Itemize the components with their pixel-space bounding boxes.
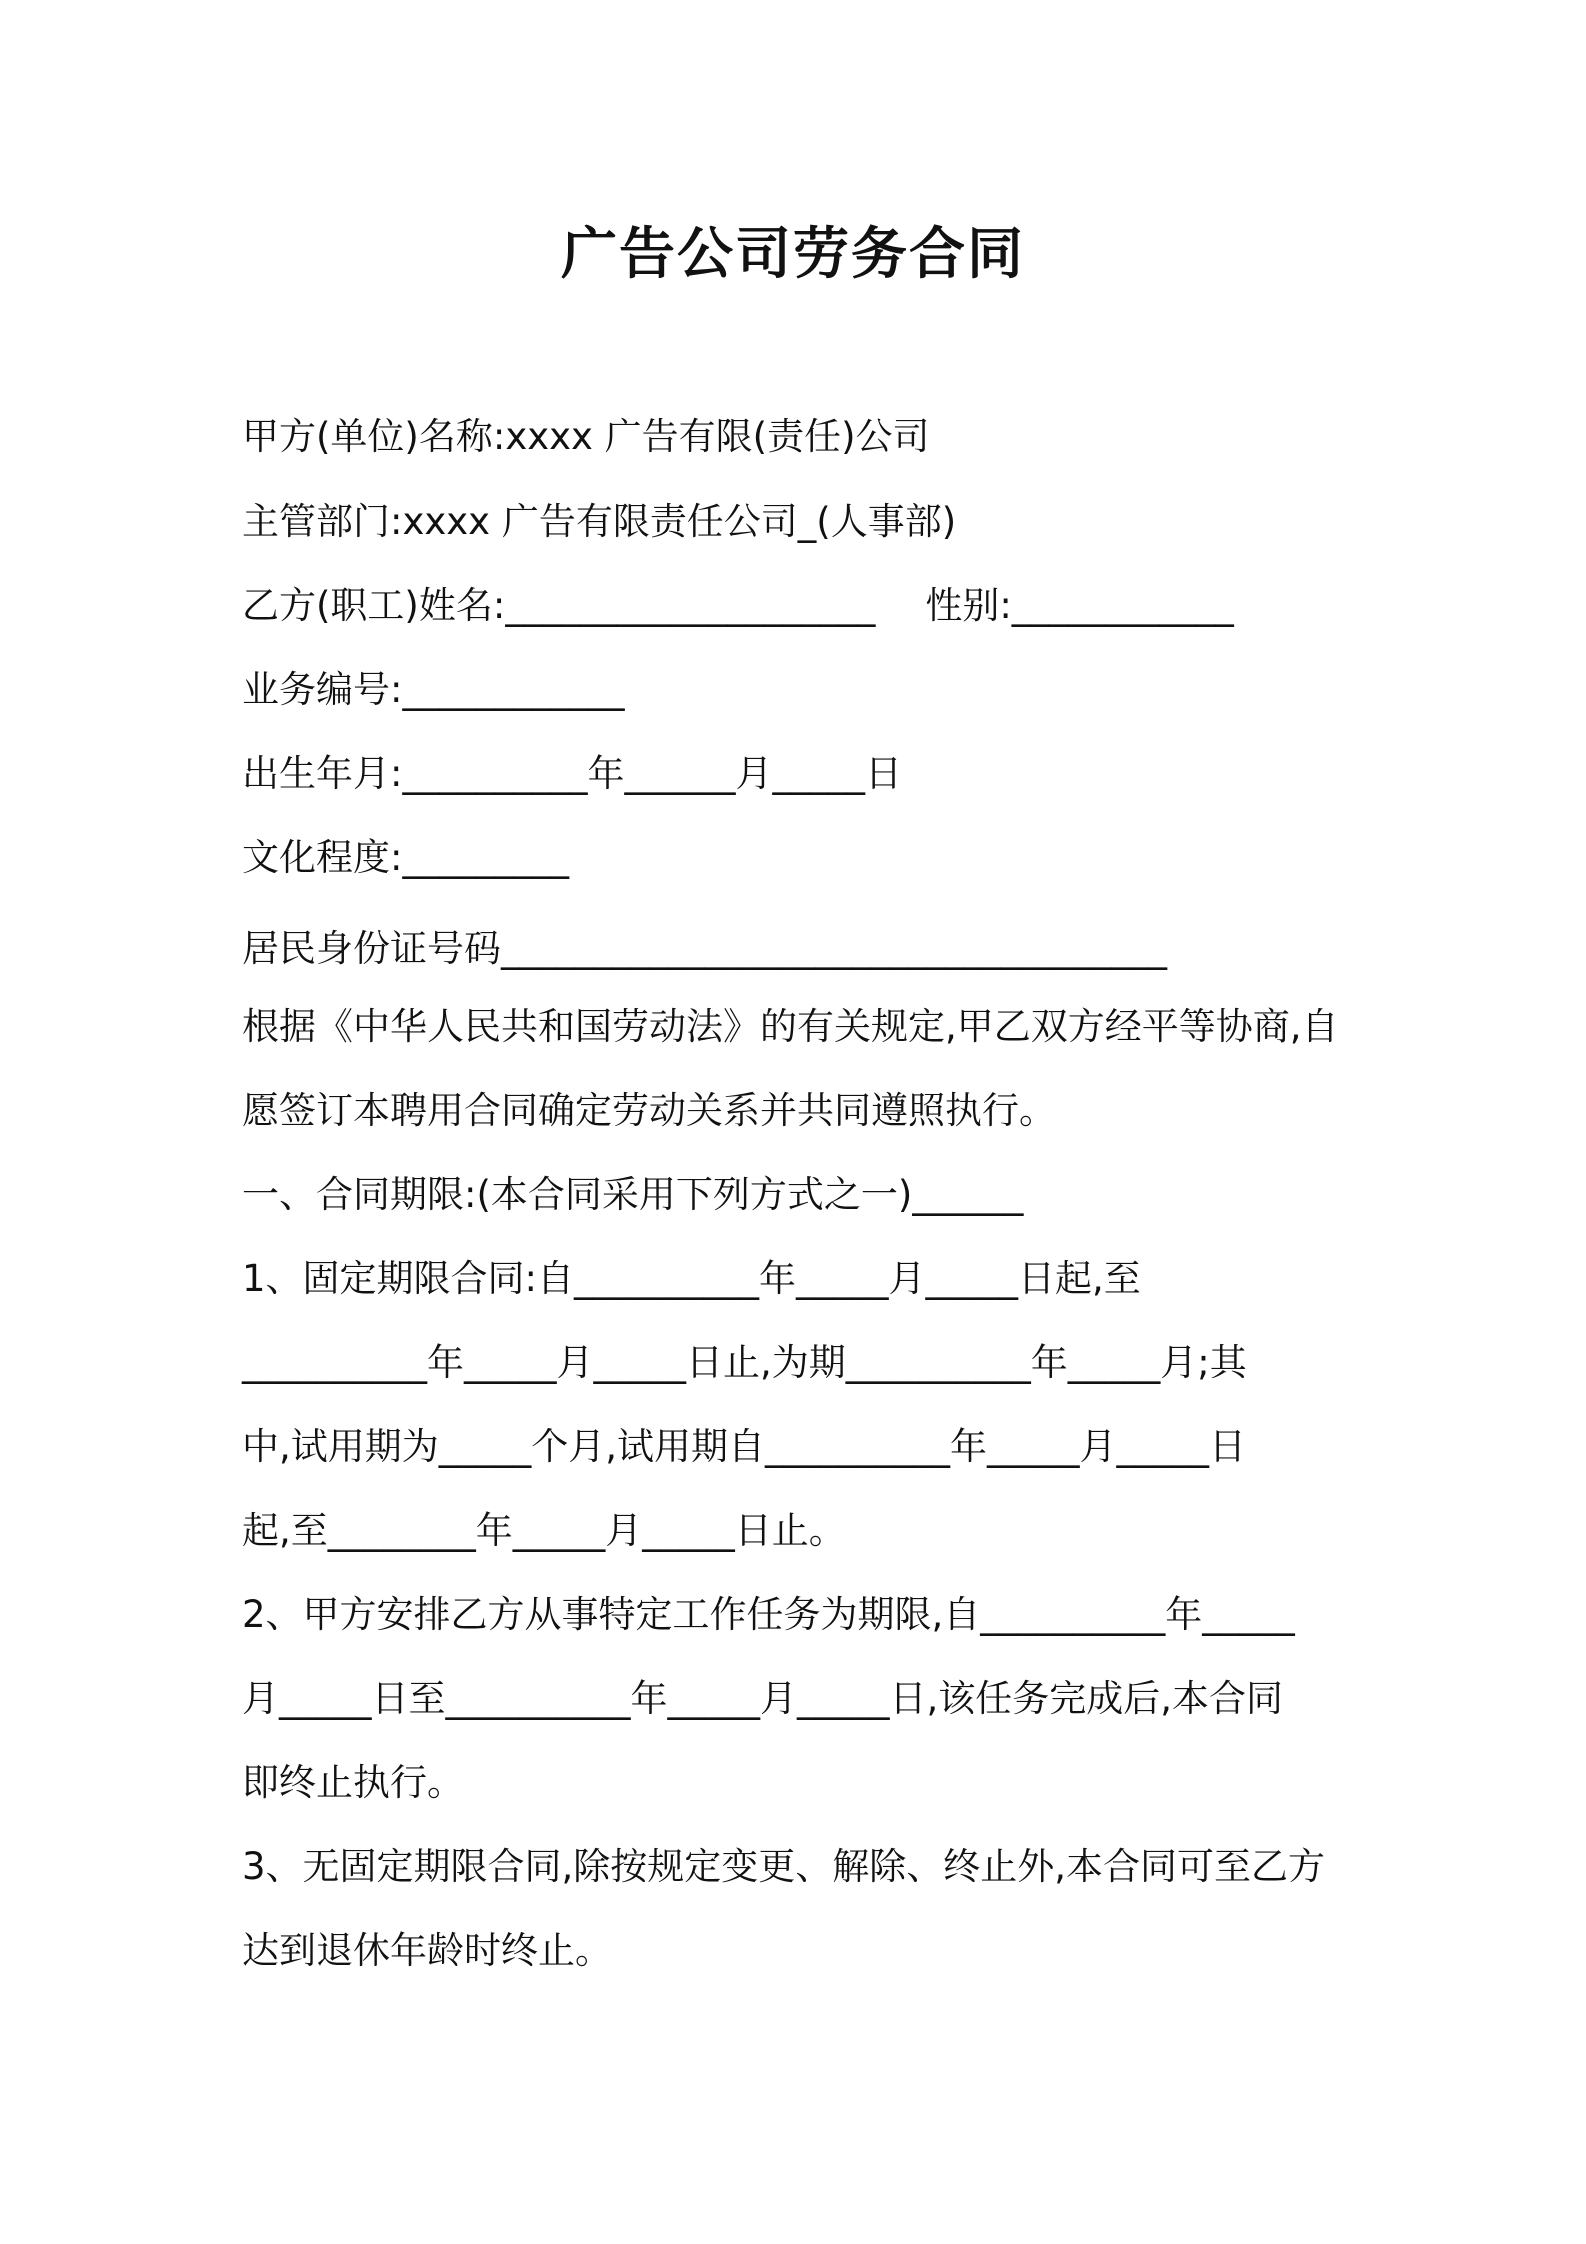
clause-2-line-3: 即终止执行。: [242, 1761, 464, 1804]
clause-2-line-1: 2、甲方安排乙方从事特定工作任务为期限,自__________年_____: [242, 1593, 1295, 1636]
clause-1-line-1: 1、固定期限合同:自__________年_____月_____日起,至: [242, 1257, 1141, 1300]
clause-1-line-3: 中,试用期为_____个月,试用期自__________年_____月_____日: [242, 1425, 1247, 1468]
clause-2-line-2: 月_____日至__________年_____月_____日,该任务完成后,本合同: [242, 1677, 1284, 1720]
party-b-name-field: 乙方(职工)姓名:____________________: [242, 584, 876, 627]
preamble-line-2: 愿签订本聘用合同确定劳动关系并共同遵照执行。: [242, 1089, 1056, 1132]
clause-3-line-2: 达到退休年龄时终止。: [242, 1929, 612, 1972]
section-1-heading: 一、合同期限:(本合同采用下列方式之一)______: [242, 1173, 1024, 1216]
supervising-department-line: 主管部门:xxxx 广告有限责任公司_(人事部): [242, 500, 957, 543]
preamble-line-1: 根据《中华人民共和国劳动法》的有关规定,甲乙双方经平等协商,自: [242, 1005, 1339, 1048]
clause-3-line-1: 3、无固定期限合同,除按规定变更、解除、终止外,本合同可至乙方: [242, 1845, 1326, 1888]
party-a-name-line: 甲方(单位)名称:xxxx 广告有限(责任)公司: [242, 415, 930, 458]
clause-1-line-4: 起,至________年_____月_____日止。: [242, 1509, 846, 1552]
document-title: 广告公司劳务合同: [561, 222, 1025, 287]
party-b-name-gender-line: [242, 581, 1234, 631]
education-level-line: 文化程度:_________: [242, 836, 569, 879]
id-number-line: 居民身份证号码____________________________________: [242, 927, 1167, 970]
clause-1-line-2: __________年_____月_____日止,为期__________年_____月;其: [242, 1341, 1247, 1384]
gender-field: 性别:____________: [925, 584, 1234, 627]
business-number-line: 业务编号:____________: [242, 668, 625, 711]
birth-date-line: 出生年月:__________年______月_____日: [242, 752, 902, 795]
